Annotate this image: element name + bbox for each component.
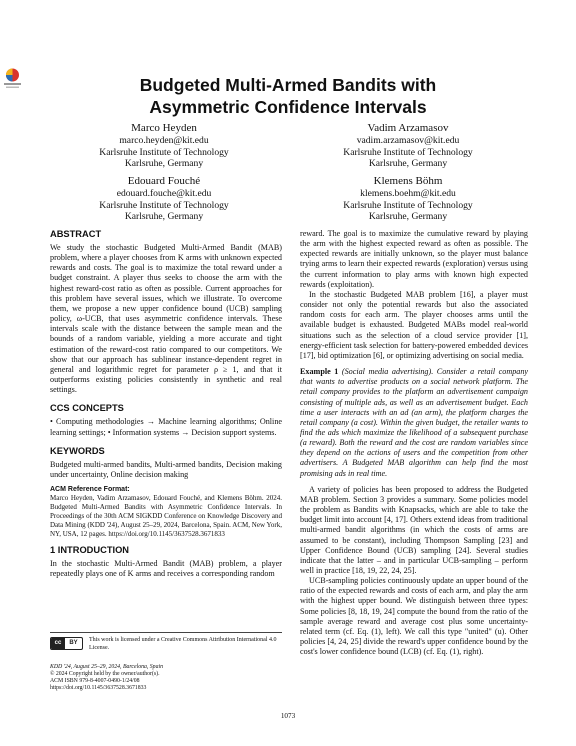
author-email[interactable]: marco.heyden@kit.edu	[119, 135, 209, 146]
paper-title	[0, 74, 576, 118]
intro-paragraph-2: In the stochastic Budgeted MAB problem [16], a player must consider not only the potential rewards but also the associated random costs for each arm. The player chooses arms until the available budget is exhausted. Budgeted MABs model real-world situations such as the selection of a cloud service provider [1], energy-efficient task selection for battery-powered embedded devices [17], bid optimization [6], or optimizing advertising on social media.	[300, 289, 528, 360]
license-block	[50, 632, 282, 692]
author-location: Karlsruhe, Germany	[124, 158, 204, 169]
introduction-heading: 1 INTRODUCTION	[50, 544, 130, 555]
license-text: This work is licensed under a Creative Commons Attribution International 4.0 License.	[89, 637, 277, 651]
author-affiliation: Karlsruhe Institute of Technology	[343, 146, 473, 158]
author-affiliation: Karlsruhe Institute of Technology	[343, 199, 473, 211]
author-block-heyden	[54, 122, 274, 170]
page-number: 1073	[280, 712, 296, 720]
conference-info	[50, 664, 282, 692]
author-email[interactable]: edouard.fouche@kit.edu	[116, 188, 212, 199]
author-email[interactable]: klemens.boehm@kit.edu	[360, 188, 456, 199]
keywords-heading: KEYWORDS	[50, 445, 105, 456]
author-email[interactable]: vadim.arzamasov@kit.edu	[356, 135, 460, 146]
author-block-bohm	[298, 175, 518, 223]
paper-title-line-2: Asymmetric Confidence Intervals	[149, 97, 427, 117]
ccs-text: • Computing methodologies → Machine learning algorithms; Online learning settings; • Information systems → Decision support systems.	[50, 417, 282, 437]
abstract-text: We study the stochastic Budgeted Multi-Armed Bandit (MAB) problem, where a player chooses from K arms with unknown expected rewards and costs. The goal is to maximize the total reward under a budget constraint. A player thus seeks to choose the arm with the highest reward-cost ratio as often as possible. Current approaches for this problem have several issues, which we illustrate. To overcome them, we propose a new upper confidence bound (UCB) sampling policy, ω-UCB, that uses asymmetric confidence intervals. These intervals scale with the distance between the sample mean and the bounds of a random variable, yielding a more accurate and tight estimation of the reward-cost ratio compared to our competitors. We show that our approach has sublinear instance-dependent regret in general and logarithmic regret for parameter ρ ≥ 1, and that it outperforms existing policies consistently in synthetic and real settings.	[50, 243, 282, 395]
keywords-text: Budgeted multi-armed bandits, Multi-armed bandits, Decision making under uncertainty, Online decision making	[50, 459, 282, 479]
left-column	[50, 229, 282, 579]
example-label: Example 1	[300, 367, 339, 377]
reference-format-heading: ACM Reference Format:	[50, 485, 130, 493]
intro-paragraph-3: A variety of policies has been proposed to address the Budgeted MAB problem. Section 3 provides a summary. Some policies model the problem as Bandits with Knapsacks, which are able to take the budget limit into account [4, 17]. Others extend ideas from traditional multi-armed bandit algorithms (in which the costs of arms are assumed to be constant), including Thompson Sampling [23] and Upper Confidence Bound (UCB) sampling [24]. Several studies indicate that the latter – and in particular UCB-sampling – perform well in practice [18, 19, 22, 24, 25].	[300, 484, 528, 575]
author-name: Edouard Fouché	[127, 175, 201, 187]
author-location: Karlsruhe, Germany	[124, 211, 204, 222]
introduction-text: In the stochastic Multi-Armed Bandit (MAB) problem, a player repeatedly plays one of K arms and receives a corresponding random	[50, 558, 282, 579]
author-name: Marco Heyden	[131, 122, 197, 134]
isbn-line: ACM ISBN 979-8-4007-0490-1/24/08	[50, 678, 140, 684]
example-text: (Social media advertising). Consider a retail company that wants to advertise products on a social network platform. The retail company provides to the platform an advertisement campaign consisting of multiple ads, as well as an advertisement budget. Each time a user interacts with an ad (an arm), the platform charges the retail company (a cost). Within the given budget, the retailer wants to find the ads which maximize the likelihood of a subsequent purchase (a reward). Both the reward and the cost are random variables since they depend on the actions of users and the competition from other advertisers. A Budgeted MAB algorithm can help find the most promising ads in real time.	[300, 367, 529, 478]
author-name: Klemens Böhm	[373, 175, 443, 187]
conference-line: KDD '24, August 25–29, 2024, Barcelona, Spain	[50, 664, 163, 670]
author-location: Karlsruhe, Germany	[368, 158, 448, 169]
copyright-line: © 2024 Copyright held by the owner/author(s).	[50, 671, 160, 677]
paper-title-line-1: Budgeted Multi-Armed Bandits with	[139, 75, 437, 95]
author-block-arzamasov	[298, 122, 518, 170]
doi-link[interactable]: https://doi.org/10.1145/3637528.3671833	[50, 685, 147, 691]
right-column	[300, 229, 528, 657]
cc-logo-right: BY	[69, 640, 78, 646]
ccs-heading: CCS CONCEPTS	[50, 403, 124, 414]
author-location: Karlsruhe, Germany	[368, 211, 448, 222]
cc-logo-left: cc	[51, 638, 65, 649]
author-name: Vadim Arzamasov	[367, 122, 449, 134]
author-block-fouche	[54, 175, 274, 223]
intro-paragraph-1: reward. The goal is to maximize the cumulative reward by playing the arm with the highest expected reward as often as possible. The expected rewards are initially unknown, so the player must balance trying arms to learn their expected rewards (exploration) versus using the current information to play arms with known high expected rewards (exploitation).	[300, 229, 528, 289]
author-affiliation: Karlsruhe Institute of Technology	[99, 146, 229, 158]
creative-commons-logo-icon[interactable]	[50, 637, 83, 650]
example-block	[300, 367, 528, 479]
intro-paragraph-4: UCB-sampling policies continuously update an upper bound of the ratio of the expected rewards and costs of each arm, and play the arm with the highest upper bound. We distinguish between three types: Some policies [8, 18, 19, 24] compute the bound from the ratio of the sample average reward and average cost plus some uncertainty-related term (cf. Eq. (1), left). We call this type "united" (u). Other policies [4, 24, 25] divide the reward's upper confidence bound by the cost's lower confidence bound (LCB) (cf. Eq. (1), right).	[300, 576, 528, 657]
reference-format-text: Marco Heyden, Vadim Arzamasov, Edouard Fouché, and Klemens Böhm. 2024. Budgeted Multi-Armed Bandits with Asymmetric Confidence Intervals. In Proceedings of the 30th ACM SIGKDD Conference on Knowledge Discovery and Data Mining (KDD '24), August 25–29, 2024, Barcelona, Spain. ACM, New York, NY, USA, 12 pages. https://doi.org/10.1145/3637528.3671833	[50, 493, 282, 538]
abstract-heading: ABSTRACT	[50, 229, 102, 239]
author-affiliation: Karlsruhe Institute of Technology	[99, 199, 229, 211]
